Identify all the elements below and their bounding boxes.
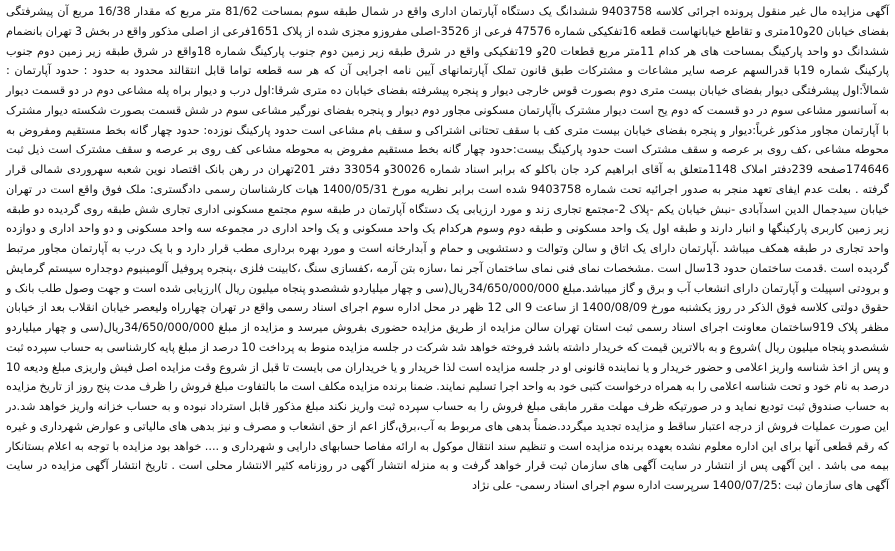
auction-notice-text: آگهی مزایده مال غیر منقول پرونده اجرائی کلاسه 9403758 ششدانگ یک دستگاه آپارتمان اداری واقع در شمال طبقه سوم بمساحت 81/62 متر مربع که مقدار 16/38 مربع آن پیشرفتگی بفضای خیابان 20و10متری و تقاطع خیابانهاست قطعه 16تفکیکی شماره 47576 فرعی از 3526-اصلی مفروزو مجزی شده از پلاک 1651فرعی از اصلی مذکور واقع در بخش 3 تهران بانضمام ششدانگ دو واحد پارکینگ بمساحت های هر کدام 11متر مربع قطعات 20و 19تفکیکی واقع در شرق طبقه زیر زمین دوم جنوب پارکینگ شماره 18واقع در شرق طبقه زیر زمین دوم جنوب پارکینگ شماره 19با قدرالسهم عرصه سایر مشاعات و مشترکات طبق قانون تملک آپارتمانهای آیین نامه اجرایی آن که هر سه قطعه تواما قابل انتقالند محدود به حدود : حدود آپارتمان : شمالاً:اول پیشرفتگی دیوار بفضای خیابان بیست متری دوم بصورت قوس خارجی دیوار و پنجره پیشرفته بفضای خیابان ده متری شرقا:اول درب و دیوار براه پله مشاعی دوم در دو قسمت دیوار به آسانسور مشاعی سوم در دو قسمت که دوم یح است دیوار مشترک باآپارتمان مسکونی مجاور دوم دیوار و پنجره بفضای نورگیر مشاعی سوم در شش قسمت بصورت شکسته دیوار مشترک با آپارتمان مجاور مذکور غرباً:دیوار و پنجره بفضای خیابان بیست متری کف با سقف تحتانی اشتراکی و سقف بام مشاعی است حدود پارکینگ نوزده: حدود چهار گانه بخط مستقیم ومفروض به محوطه مشاعی ،کف روی بر عرصه و سقف مشترک است حدود پارکینگ بیست:حدود چهار گانه بخط مستقیم مفروض به محوطه مشاعی کف روی بر عرصه و سقف مشترک است ذیل ثبت 174646صفحه 239دفتر املاک 1148متعلق به آقای ابراهیم کرد جان باکلو که برابر اسناد شماره 30026و 33054 دفتر 201تهران در رهن بانک اقتصاد نوین شعبه سهروردی شمالی قرار گرفته . بعلت عدم ایفای تعهد منجر به صدور اجرائیه تحت شماره 9403758 شده است برابر نظریه مورخ 1400/05/31 هیات کارشناسان رسمی دادگستری: ملک فوق واقع است در تهران خیابان سیدجمال الدین اسدآبادی -نبش خیابان یکم -پلاک 2-مجتمع تجاری زند و مورد ارزیابی یک دستگاه آپارتمان در طبقه سوم مجتمع مسکونی اداری تجاری شش طبقه روی گردیده دو طبقه زیر زمین کاربری پارکینگها و انبار دارند و طبقه اول یک واحد مسکونی و طبقه دوم وسوم هرکدام یک واحد مسکونی و یک واحد اداری در مجموعه سه واحد مسکونی و دو واحد اداری و دوازده واحد تجاری در طبقه همکف میباشد .آپارتمان دارای یک اتاق و سالن وتوالت و دستشویی و حمام و آبدارخانه است و مورد بهره برداری مطب قرار دارد و با یک درب به آپارتمان مجاور مرتبط گردیده است .قدمت ساختمان حدود 13سال است .مشخصات نمای فنی نمای ساختمان آجر نما ،سازه بتن آرمه ،کفسازی سنگ ،کابینت فلزی ،پنجره پروفیل آلومینیوم دوجداره سیستم گرمایش و برودتی اسپیلت و آپارتمان دارای انشعاب آب و برق و گاز میباشد.مبلغ 34/650/000/000ریال(سی و چهار میلیاردو ششصدو پنجاه میلیون ریال )ارزیابی شده است و جهت وصول طلب بانک و حقوق دولتی کلاسه فوق الذکر در روز یکشنبه مورخ 1400/08/09 از ساعت 9 الی 12 ظهر در محل اداره سوم اجرای اسناد رسمی واقع در تهران چهارراه ولیعصر خیابان انقلاب بعد از خیابان مظفر پلاک 919ساختمان معاونت اجرای اسناد رسمی ثبت استان تهران سالن مزایده از طریق مزایده حضوری بفروش میرسد و مزایده از مبلغ 34/650/000/000ریال(سی و چهار میلیاردو ششصدو پنجاه میلیون ریال )شروع و به بالاترین قیمت که خریدار داشته باشد فروخته خواهد شد شرکت در جلسه مزایده منوط به پرداخت 10 درصد از مبلغ پایه کارشناسی به حساب سپرده ثبت و پس از اخذ شناسه واریز اعلامی و حضور خریدار و یا نماینده قانونی او در جلسه مزایده است لذا خریدار و یا خریداران می بایست تا قبل از شروع وقت مزایده اصل فیش واریزی مبلغ ودیعه 10 درصد به نام خود و تحت شناسه اعلامی را به همراه درخواست کتبی خود به واحد اجرا تسلیم نمایند. ضمنا برنده مزایده مکلف است ما بالتفاوت مبلغ فروش را ظرف مدت پنج روز از تاریخ مزایده به حساب صندوق ثبت تودیع نماید و در صورتیکه ظرف مهلت مقرر مابقی مبلغ فروش را به حساب سپرده ثبت واریز نکند مبلغ مذکور قابل استرداد نبوده و به حساب خزانه واریز خواهد شد.در این صورت عملیات فروش از درجه اعتبار ساقط و مزایده تجدید میگردد.ضمناً بدهی های مربوط به آب،برق،گاز اعم از حق انشعاب و مصرف و نیز بدهی های مالیاتی و عوارض شهرداری و غیره که رقم قطعی آنها برای این اداره معلوم نشده بعهده برنده مزایده است و تنظیم سند انتقال موکول به ارائه مفاصا حسابهای دارایی و شهرداری و .... خواهد بود مزایده با توجه به اعلام بستانکار بیمه می باشد . این آگهی پس از انتشار در سایت آگهی های سازمان ثبت قرار خواهد گرفت و به منزله انتشار آگهی در روزنامه کثیر الانتشار محلی است . تاریخ انتشار آگهی مزایده در سایت آگهی های سازمان ثبت :1400/07/25 سرپرست اداره سوم اجرای اسناد رسمی- علی نژاد bbox=[6, 5, 890, 492]
